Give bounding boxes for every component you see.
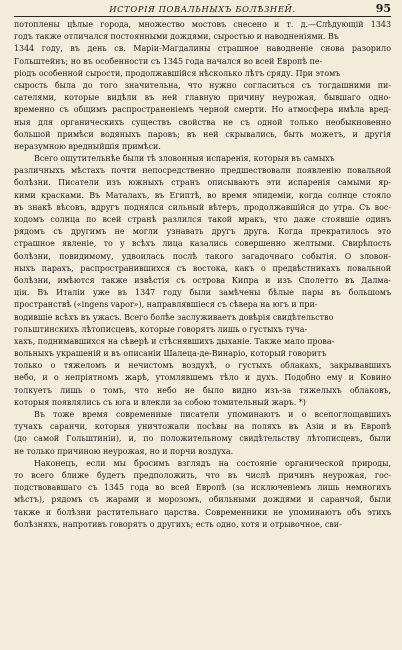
text-line: ціи. Въ Италіи уже въ 1347 году были замѣчены бѣлые пары въ большомъ <box>14 288 391 298</box>
paragraph <box>14 153 391 409</box>
text-line: подствовавшаго съ 1345 года во всей Европѣ (за исключеніемъ лишь немногихъ <box>14 483 391 493</box>
text-line: сырость была до того значительна, что нужно согласиться съ тогдашними пи- <box>14 80 391 90</box>
text-line: тучахъ саранчи, которыя уничтожали посѣвы на поляхъ въ Азіи и въ Европѣ <box>14 422 391 432</box>
text-line: хахъ, поднимавшихся на сѣверѣ и стѣснявшихъ дыханіе. Также мало прова- <box>14 336 335 346</box>
text-line: временно съ общимъ распространеніемъ черной смерти. Но атмосфера имѣла вред- <box>14 105 391 115</box>
text-line: болѣзни, имѣются также извѣстія съ острова Кипра и изъ Сполетто въ Далма- <box>14 275 391 285</box>
text-line: толкуетъ лишь о томъ, что небо не было видно изъ-за тяжелыхъ облаковъ, <box>14 385 391 395</box>
text-line: сателями, которые видѣли въ ней главную причину неурожая, бывшаго одно- <box>14 93 391 103</box>
text-line: болѣзни, повидимому, удвоилась послѣ такого загадочнаго событія. О зловон- <box>14 251 391 261</box>
paragraph <box>14 409 391 458</box>
text-line: небо, и о непріятномъ жарѣ, утомлявшемъ тѣло и духъ. Подобно ему и Ковино <box>14 373 391 383</box>
text-line: кими красками. Въ Маталахъ, въ Египтѣ, во время эпидеміи, когда солнце стояло <box>14 190 391 200</box>
text-line: пространствѣ («ingens vapor»), направлявшіеся съ сѣвера на югъ и при- <box>14 300 318 310</box>
text-line: болѣзняхъ, напротивъ говорятъ о другихъ; есть одно, хотя и отрывочное, сви- <box>14 519 342 529</box>
page-header <box>14 3 391 17</box>
text-line: въ знакѣ вѣсовъ, вдругъ поднялся сильный вѣтеръ, продолжавшійся до утра. Съ вос- <box>14 202 391 212</box>
text-line: которыя появлялись съ юга и влекли за собою томительный жаръ. *) <box>14 397 306 407</box>
text-line: ныя для органическихъ существъ свойства не съ одной только необыкновенно <box>14 117 391 127</box>
paragraph <box>14 458 391 531</box>
paragraph <box>14 19 391 153</box>
text-line: ходомъ солнца по всей странѣ разлился такой мракъ, что даже стоявшіе одинъ <box>14 215 391 224</box>
text-line: только о тяжеломъ и нечистомъ воздухѣ, о густыхъ облакахъ, закрывавшихъ <box>14 361 391 371</box>
text-line: не только причиною неурожая, но и порчи воздуха. <box>14 446 234 456</box>
text-line: вольныхъ украшеній и въ описаніи Шалеца-де-Винаріо, который говоритъ <box>14 349 327 359</box>
page-number: 95 <box>375 2 391 15</box>
text-line: ріодъ особенной сырости, продолжавшійся нѣсколько лѣтъ сряду. При этомъ <box>14 68 341 78</box>
text-line: Наконецъ, если мы бросимъ взглядъ на состояніе органической природы, <box>34 458 391 468</box>
text-line: страшное явленіе, то у всѣхъ лица казались совершенно желтыми. Свирѣпость <box>14 239 391 249</box>
text-line: болѣзни. Писатели изъ южныхъ странъ описываютъ эти испаренія самыми яр- <box>14 178 391 188</box>
running-head: ИСТОРІЯ ПОВАЛЬНЫХЪ БОЛѢЗНЕЙ. <box>109 4 296 14</box>
text-line: Гольштейнъ; но въ особенности съ 1345 года начался во всей Европѣ пе- <box>14 56 323 66</box>
text-line: мѣстъ), рядомъ съ жарами и морозомъ, обильными дождями и саранчой, были <box>14 495 391 505</box>
text-line: то всего ближе будетъ предположить, что въ числѣ причинъ неурожая, гос- <box>14 470 391 480</box>
text-line: различныхъ мѣстахъ почти непосредственно предшествовали появленію повальной <box>14 166 391 176</box>
text-line: 1344 году, въ день св. Маріи-Магдалины страшное наводненіе снова разорило <box>14 44 391 54</box>
text-line: (до самой Гольштиніи), и, по положительному свидѣтельству лѣтописцевъ, были <box>14 434 391 444</box>
text-line: потоплены цѣлые города, множество мостовъ снесено и т. д.—Слѣдующій 1343 <box>14 20 391 29</box>
text-line: Всего ощутительнѣе были тѣ зловонныя испаренія, которыя въ самыхъ <box>34 154 335 164</box>
text-line: также и болѣзни растительнаго царства. Современники не упоминаютъ объ этихъ <box>14 507 391 517</box>
text-line: ныхъ парахъ, распространившихся съ востока, какъ о предвѣстникахъ повальной <box>14 263 391 273</box>
text-line: неразумною вредныйшія примѣси. <box>14 141 161 151</box>
text-line: водившіе всѣхъ въ ужасъ. Всего болѣе заслуживаетъ довѣрія свидѣтельство <box>14 312 334 322</box>
text-line: гольштинскихъ лѣтописцевъ, которые говорятъ лишь о густыхъ туча- <box>14 324 308 334</box>
text-line: Въ тоже время современные писатели упоминаютъ и о всепоглощавшихъ <box>34 410 391 419</box>
text-line: большой примѣси водяныхъ паровъ; въ ней скрывались, быть можетъ, и другія <box>14 129 391 139</box>
text-line: рядомъ съ другимъ не могли узнавать другъ друга. Когда прекратилось это <box>14 227 391 237</box>
body-text <box>14 19 391 531</box>
text-line: годъ также отличался постоянными дождями, сыростью и наводненіями. Въ <box>14 32 339 42</box>
